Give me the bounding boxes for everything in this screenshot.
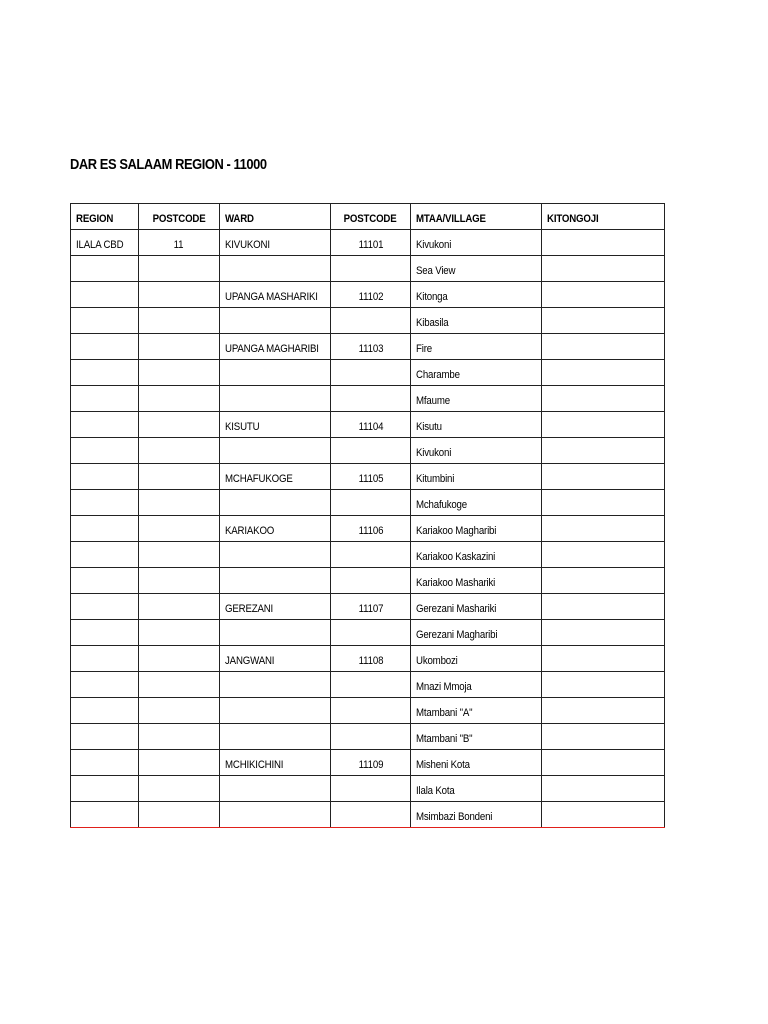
cell-postcode — [139, 620, 220, 646]
cell-ward-text: KIVUKONI — [225, 239, 270, 251]
cell-mtaa-village-text: Mfaume — [416, 395, 450, 407]
cell-postcode — [139, 672, 220, 698]
cell-ward-postcode — [331, 360, 411, 386]
cell-ward — [220, 802, 331, 828]
header-region — [71, 204, 139, 230]
cell-kitongoji — [542, 776, 665, 802]
cell-kitongoji — [542, 464, 665, 490]
cell-ward — [220, 594, 331, 620]
cell-mtaa-village-text: Gerezani Mashariki — [416, 603, 497, 615]
cell-mtaa-village — [411, 412, 542, 438]
postcode-table — [70, 203, 665, 828]
table-row — [71, 802, 665, 828]
cell-region — [71, 334, 139, 360]
cell-ward-postcode-text: 11106 — [358, 525, 383, 537]
cell-ward-postcode — [331, 776, 411, 802]
cell-mtaa-village — [411, 802, 542, 828]
cell-ward-text: UPANGA MASHARIKI — [225, 291, 318, 303]
cell-ward-postcode — [331, 438, 411, 464]
cell-ward-postcode — [331, 568, 411, 594]
cell-mtaa-village — [411, 490, 542, 516]
cell-mtaa-village-text: Mnazi Mmoja — [416, 681, 472, 693]
cell-mtaa-village-text: Misheni Kota — [416, 759, 470, 771]
cell-ward-postcode — [331, 802, 411, 828]
cell-ward-postcode — [331, 308, 411, 334]
cell-region — [71, 750, 139, 776]
page-title: DAR ES SALAAM REGION - 11000 — [70, 156, 267, 173]
cell-kitongoji — [542, 256, 665, 282]
cell-mtaa-village — [411, 438, 542, 464]
cell-ward-text: GEREZANI — [225, 603, 274, 615]
table-row — [71, 672, 665, 698]
cell-ward-text: MCHIKICHINI — [225, 759, 284, 771]
cell-postcode — [139, 490, 220, 516]
cell-mtaa-village-text: Gerezani Magharibi — [416, 629, 498, 641]
cell-postcode — [139, 360, 220, 386]
cell-postcode — [139, 438, 220, 464]
cell-postcode — [139, 698, 220, 724]
cell-postcode — [139, 568, 220, 594]
cell-kitongoji — [542, 282, 665, 308]
cell-mtaa-village — [411, 256, 542, 282]
cell-kitongoji — [542, 516, 665, 542]
table-row — [71, 256, 665, 282]
cell-ward — [220, 490, 331, 516]
cell-kitongoji — [542, 750, 665, 776]
header-ward-postcode — [331, 204, 411, 230]
table-row — [71, 594, 665, 620]
cell-postcode — [139, 230, 220, 256]
cell-mtaa-village-text: Kariakoo Magharibi — [416, 525, 497, 537]
cell-ward — [220, 724, 331, 750]
cell-postcode — [139, 750, 220, 776]
table-row — [71, 646, 665, 672]
cell-kitongoji — [542, 542, 665, 568]
table-row — [71, 568, 665, 594]
cell-ward — [220, 646, 331, 672]
cell-ward-postcode-text: 11107 — [358, 603, 383, 615]
cell-mtaa-village — [411, 282, 542, 308]
cell-region — [71, 412, 139, 438]
cell-ward-postcode-text: 11104 — [358, 421, 383, 433]
cell-kitongoji — [542, 386, 665, 412]
cell-region — [71, 802, 139, 828]
cell-mtaa-village — [411, 620, 542, 646]
cell-region — [71, 672, 139, 698]
cell-mtaa-village-text: Fire — [416, 343, 432, 355]
table-header-row — [71, 204, 665, 230]
cell-kitongoji — [542, 568, 665, 594]
cell-ward — [220, 360, 331, 386]
cell-ward-postcode-text: 11103 — [358, 343, 383, 355]
header-postcode — [139, 204, 220, 230]
cell-kitongoji — [542, 724, 665, 750]
cell-mtaa-village — [411, 334, 542, 360]
header-postcode-label: POSTCODE — [152, 213, 206, 225]
cell-mtaa-village — [411, 594, 542, 620]
cell-postcode — [139, 256, 220, 282]
table-row — [71, 776, 665, 802]
cell-kitongoji — [542, 308, 665, 334]
cell-mtaa-village-text: Ilala Kota — [416, 785, 455, 797]
table-row — [71, 464, 665, 490]
cell-ward-postcode — [331, 620, 411, 646]
cell-region — [71, 594, 139, 620]
table-row — [71, 724, 665, 750]
cell-postcode — [139, 776, 220, 802]
cell-mtaa-village-text: Kivukoni — [416, 239, 452, 251]
cell-mtaa-village — [411, 464, 542, 490]
table-body — [71, 230, 665, 828]
cell-kitongoji — [542, 334, 665, 360]
cell-ward-postcode — [331, 334, 411, 360]
table-row — [71, 542, 665, 568]
cell-mtaa-village-text: Mchafukoge — [416, 499, 467, 511]
cell-mtaa-village — [411, 360, 542, 386]
cell-postcode — [139, 594, 220, 620]
table-row — [71, 334, 665, 360]
cell-mtaa-village-text: Sea View — [416, 265, 456, 277]
cell-postcode — [139, 724, 220, 750]
cell-ward — [220, 256, 331, 282]
header-mtaa-village-label: MTAA/VILLAGE — [416, 213, 486, 225]
cell-ward — [220, 412, 331, 438]
cell-mtaa-village-text: Kariakoo Mashariki — [416, 577, 496, 589]
cell-ward-postcode — [331, 464, 411, 490]
cell-mtaa-village — [411, 698, 542, 724]
cell-ward — [220, 438, 331, 464]
header-region-label: REGION — [76, 213, 114, 225]
cell-ward-postcode-text: 11108 — [358, 655, 383, 667]
cell-ward-postcode — [331, 646, 411, 672]
cell-region — [71, 776, 139, 802]
cell-postcode — [139, 308, 220, 334]
cell-ward — [220, 542, 331, 568]
cell-ward-text: KISUTU — [225, 421, 260, 433]
cell-ward — [220, 386, 331, 412]
cell-region — [71, 516, 139, 542]
cell-region — [71, 698, 139, 724]
cell-ward-postcode — [331, 672, 411, 698]
cell-kitongoji — [542, 490, 665, 516]
cell-ward-postcode — [331, 490, 411, 516]
cell-kitongoji — [542, 646, 665, 672]
table-row — [71, 490, 665, 516]
cell-region — [71, 230, 139, 256]
cell-region — [71, 360, 139, 386]
cell-kitongoji — [542, 594, 665, 620]
cell-postcode — [139, 646, 220, 672]
cell-region — [71, 724, 139, 750]
cell-mtaa-village-text: Kitumbini — [416, 473, 455, 485]
cell-ward — [220, 464, 331, 490]
cell-region — [71, 308, 139, 334]
cell-postcode — [139, 386, 220, 412]
cell-ward-postcode — [331, 750, 411, 776]
cell-mtaa-village-text: Mtambani "A" — [416, 707, 473, 719]
cell-mtaa-village — [411, 724, 542, 750]
cell-ward — [220, 516, 331, 542]
cell-postcode — [139, 464, 220, 490]
cell-mtaa-village-text: Charambe — [416, 369, 460, 381]
cell-ward-text: UPANGA MAGHARIBI — [225, 343, 319, 355]
cell-ward-postcode — [331, 542, 411, 568]
cell-ward-postcode — [331, 412, 411, 438]
cell-region — [71, 646, 139, 672]
cell-ward — [220, 776, 331, 802]
cell-postcode — [139, 282, 220, 308]
cell-mtaa-village — [411, 542, 542, 568]
cell-mtaa-village-text: Msimbazi Bondeni — [416, 811, 493, 823]
cell-region — [71, 568, 139, 594]
table-row — [71, 438, 665, 464]
table-row — [71, 516, 665, 542]
cell-mtaa-village — [411, 568, 542, 594]
cell-postcode — [139, 802, 220, 828]
cell-ward-text: JANGWANI — [225, 655, 275, 667]
header-kitongoji — [542, 204, 665, 230]
cell-mtaa-village-text: Mtambani "B" — [416, 733, 473, 745]
cell-ward — [220, 698, 331, 724]
cell-ward-postcode — [331, 724, 411, 750]
header-mtaa-village — [411, 204, 542, 230]
cell-mtaa-village — [411, 386, 542, 412]
cell-region — [71, 256, 139, 282]
cell-ward-postcode-text: 11105 — [358, 473, 383, 485]
cell-mtaa-village-text: Kivukoni — [416, 447, 452, 459]
cell-mtaa-village — [411, 776, 542, 802]
cell-mtaa-village-text: Kisutu — [416, 421, 442, 433]
cell-postcode — [139, 334, 220, 360]
cell-kitongoji — [542, 230, 665, 256]
cell-kitongoji — [542, 698, 665, 724]
cell-postcode — [139, 542, 220, 568]
cell-mtaa-village-text: Kibasila — [416, 317, 449, 329]
cell-region — [71, 464, 139, 490]
cell-ward-postcode — [331, 698, 411, 724]
cell-ward-postcode — [331, 386, 411, 412]
cell-region — [71, 490, 139, 516]
table-row — [71, 360, 665, 386]
cell-kitongoji — [542, 412, 665, 438]
cell-ward-postcode-text: 11109 — [358, 759, 383, 771]
cell-region — [71, 386, 139, 412]
cell-ward-postcode-text: 11101 — [358, 239, 383, 251]
cell-ward — [220, 308, 331, 334]
header-ward-label: WARD — [225, 213, 254, 225]
cell-mtaa-village — [411, 516, 542, 542]
table-row — [71, 750, 665, 776]
cell-ward — [220, 620, 331, 646]
table-row — [71, 230, 665, 256]
cell-kitongoji — [542, 802, 665, 828]
cell-region — [71, 542, 139, 568]
cell-ward — [220, 568, 331, 594]
cell-mtaa-village — [411, 750, 542, 776]
cell-postcode — [139, 412, 220, 438]
header-ward-postcode-label: POSTCODE — [344, 213, 397, 225]
cell-region-text: ILALA CBD — [76, 239, 124, 251]
cell-postcode-text: 11 — [174, 239, 184, 251]
cell-mtaa-village — [411, 230, 542, 256]
cell-ward — [220, 672, 331, 698]
cell-ward-postcode — [331, 282, 411, 308]
table-row — [71, 282, 665, 308]
cell-mtaa-village — [411, 646, 542, 672]
cell-ward-text: MCHAFUKOGE — [225, 473, 293, 485]
cell-mtaa-village-text: Kitonga — [416, 291, 448, 303]
cell-postcode — [139, 516, 220, 542]
cell-ward-postcode — [331, 516, 411, 542]
cell-kitongoji — [542, 620, 665, 646]
table-row — [71, 308, 665, 334]
cell-ward-text: KARIAKOO — [225, 525, 275, 537]
cell-kitongoji — [542, 360, 665, 386]
cell-ward-postcode — [331, 594, 411, 620]
header-ward — [220, 204, 331, 230]
cell-region — [71, 282, 139, 308]
cell-ward — [220, 230, 331, 256]
cell-mtaa-village — [411, 672, 542, 698]
cell-mtaa-village-text: Ukombozi — [416, 655, 458, 667]
cell-ward-postcode — [331, 256, 411, 282]
cell-kitongoji — [542, 672, 665, 698]
cell-region — [71, 438, 139, 464]
cell-mtaa-village — [411, 308, 542, 334]
cell-ward — [220, 334, 331, 360]
cell-region — [71, 620, 139, 646]
table-row — [71, 698, 665, 724]
cell-ward — [220, 750, 331, 776]
table-row — [71, 620, 665, 646]
cell-ward-postcode-text: 11102 — [358, 291, 383, 303]
cell-ward-postcode — [331, 230, 411, 256]
table-row — [71, 412, 665, 438]
cell-ward — [220, 282, 331, 308]
header-kitongoji-label: KITONGOJI — [547, 213, 599, 225]
table-row — [71, 386, 665, 412]
cell-mtaa-village-text: Kariakoo Kaskazini — [416, 551, 496, 563]
cell-kitongoji — [542, 438, 665, 464]
